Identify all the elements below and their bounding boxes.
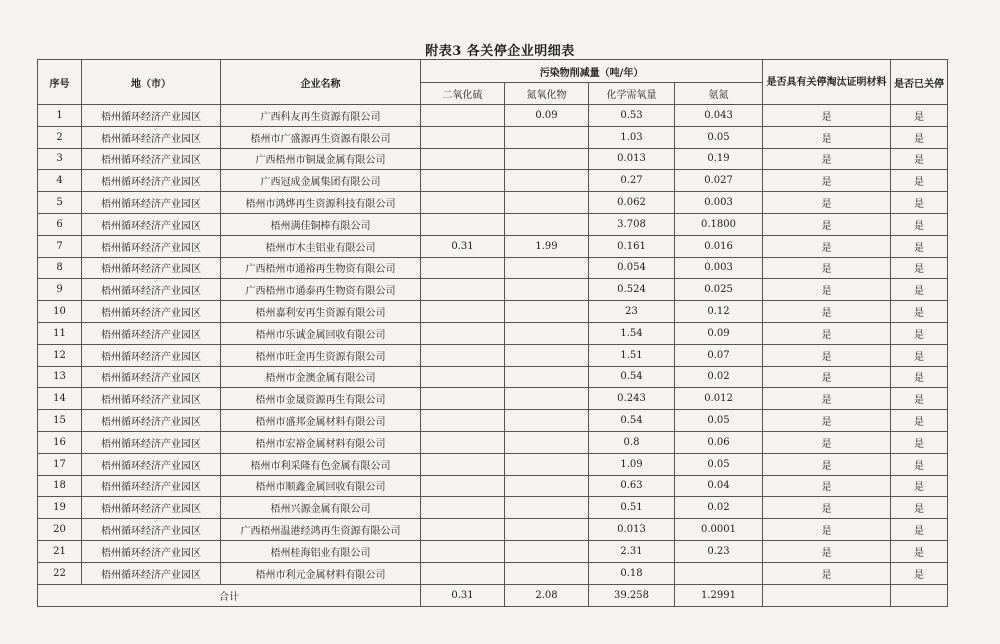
- cell-cod: 0.51: [589, 497, 675, 519]
- cell-company: 广西梧州温港经鸿再生资源有限公司: [221, 519, 421, 541]
- cell-nh3n: 0.04: [675, 475, 763, 497]
- cell-nox: [505, 540, 589, 562]
- cell-closed: 是: [891, 257, 948, 279]
- cell-proof: 是: [763, 497, 891, 519]
- cell-proof: 是: [763, 453, 891, 475]
- cell-proof: 是: [763, 170, 891, 192]
- cell-seq: 10: [38, 301, 82, 323]
- table-row: [38, 562, 948, 584]
- cell-region: 梧州循环经济产业园区: [82, 257, 221, 279]
- cell-nh3n: 0.23: [675, 540, 763, 562]
- table-row: [38, 410, 948, 432]
- cell-so2: [421, 301, 505, 323]
- table-row: [38, 257, 948, 279]
- cell-so2: [421, 540, 505, 562]
- cell-closed: 是: [891, 540, 948, 562]
- cell-seq: 4: [38, 170, 82, 192]
- total-so2: 0.31: [421, 584, 505, 606]
- cell-seq: 14: [38, 388, 82, 410]
- cell-nox: [505, 562, 589, 584]
- cell-cod: 0.062: [589, 192, 675, 214]
- cell-region: 梧州循环经济产业园区: [82, 453, 221, 475]
- header-seq: 序号: [38, 60, 82, 105]
- cell-cod: 0.53: [589, 105, 675, 127]
- cell-proof: 是: [763, 126, 891, 148]
- cell-nh3n: 0.09: [675, 322, 763, 344]
- cell-nox: [505, 126, 589, 148]
- cell-nox: [505, 410, 589, 432]
- cell-region: 梧州循环经济产业园区: [82, 126, 221, 148]
- cell-seq: 19: [38, 497, 82, 519]
- header-pollutant-group: 污染物削减量（吨/年）: [421, 60, 763, 83]
- table-row: [38, 475, 948, 497]
- cell-so2: [421, 126, 505, 148]
- cell-cod: 0.63: [589, 475, 675, 497]
- cell-cod: 0.8: [589, 431, 675, 453]
- cell-region: 梧州循环经济产业园区: [82, 562, 221, 584]
- cell-nh3n: 0.05: [675, 453, 763, 475]
- enterprise-detail-table: [37, 59, 948, 607]
- cell-region: 梧州循环经济产业园区: [82, 410, 221, 432]
- cell-company: 梧州市宏裕金属材料有限公司: [221, 431, 421, 453]
- cell-nh3n: 0.025: [675, 279, 763, 301]
- cell-cod: 23: [589, 301, 675, 323]
- cell-closed: 是: [891, 279, 948, 301]
- cell-nox: 1.99: [505, 235, 589, 257]
- cell-company: 梧州市木圭铝业有限公司: [221, 235, 421, 257]
- cell-proof: 是: [763, 148, 891, 170]
- cell-proof: 是: [763, 279, 891, 301]
- cell-nh3n: 0.07: [675, 344, 763, 366]
- cell-company: 梧州市旺金再生资源有限公司: [221, 344, 421, 366]
- header-company: 企业名称: [221, 60, 421, 105]
- cell-region: 梧州循环经济产业园区: [82, 388, 221, 410]
- cell-company: 梧州市盛邦金属材料有限公司: [221, 410, 421, 432]
- cell-closed: 是: [891, 126, 948, 148]
- cell-so2: [421, 497, 505, 519]
- cell-so2: [421, 431, 505, 453]
- cell-nh3n: 0.016: [675, 235, 763, 257]
- cell-cod: 2.31: [589, 540, 675, 562]
- total-cod: 39.258: [589, 584, 675, 606]
- cell-region: 梧州循环经济产业园区: [82, 540, 221, 562]
- cell-so2: [421, 388, 505, 410]
- cell-so2: [421, 192, 505, 214]
- total-closed: [891, 584, 948, 606]
- cell-seq: 7: [38, 235, 82, 257]
- header-nox: 氮氧化物: [505, 83, 589, 105]
- cell-seq: 15: [38, 410, 82, 432]
- cell-proof: 是: [763, 519, 891, 541]
- cell-region: 梧州循环经济产业园区: [82, 519, 221, 541]
- cell-cod: 0.243: [589, 388, 675, 410]
- cell-seq: 13: [38, 366, 82, 388]
- total-nh3n: 1.2991: [675, 584, 763, 606]
- cell-seq: 5: [38, 192, 82, 214]
- cell-region: 梧州循环经济产业园区: [82, 366, 221, 388]
- cell-region: 梧州循环经济产业园区: [82, 322, 221, 344]
- cell-proof: 是: [763, 213, 891, 235]
- cell-cod: 0.27: [589, 170, 675, 192]
- cell-nh3n: 0.0001: [675, 519, 763, 541]
- cell-proof: 是: [763, 105, 891, 127]
- cell-proof: 是: [763, 388, 891, 410]
- table-row: [38, 453, 948, 475]
- table-row: [38, 105, 948, 127]
- table-row: [38, 540, 948, 562]
- cell-region: 梧州循环经济产业园区: [82, 105, 221, 127]
- cell-nox: [505, 519, 589, 541]
- cell-so2: [421, 344, 505, 366]
- cell-closed: 是: [891, 453, 948, 475]
- cell-nox: [505, 366, 589, 388]
- cell-cod: 0.18: [589, 562, 675, 584]
- cell-proof: 是: [763, 322, 891, 344]
- cell-nox: [505, 344, 589, 366]
- cell-nh3n: 0.003: [675, 257, 763, 279]
- cell-seq: 22: [38, 562, 82, 584]
- header-region: 地（市）: [82, 60, 221, 105]
- cell-so2: [421, 279, 505, 301]
- cell-closed: 是: [891, 170, 948, 192]
- cell-nh3n: 0.05: [675, 126, 763, 148]
- cell-nox: [505, 213, 589, 235]
- cell-nox: [505, 170, 589, 192]
- cell-so2: [421, 257, 505, 279]
- cell-so2: [421, 170, 505, 192]
- cell-proof: 是: [763, 540, 891, 562]
- table-row: [38, 431, 948, 453]
- table-row: [38, 322, 948, 344]
- cell-closed: 是: [891, 344, 948, 366]
- total-proof: [763, 584, 891, 606]
- cell-so2: [421, 519, 505, 541]
- cell-cod: 1.51: [589, 344, 675, 366]
- cell-nh3n: 0.05: [675, 410, 763, 432]
- header-so2: 二氧化硫: [421, 83, 505, 105]
- cell-closed: 是: [891, 519, 948, 541]
- cell-company: 梧州嘉利安再生资源有限公司: [221, 301, 421, 323]
- cell-region: 梧州循环经济产业园区: [82, 192, 221, 214]
- cell-closed: 是: [891, 388, 948, 410]
- table-row: [38, 519, 948, 541]
- cell-closed: 是: [891, 366, 948, 388]
- cell-region: 梧州循环经济产业园区: [82, 148, 221, 170]
- cell-nox: [505, 192, 589, 214]
- cell-nh3n: 0.1800: [675, 213, 763, 235]
- cell-proof: 是: [763, 475, 891, 497]
- cell-seq: 8: [38, 257, 82, 279]
- total-label: 合计: [38, 584, 421, 606]
- cell-closed: 是: [891, 475, 948, 497]
- cell-seq: 1: [38, 105, 82, 127]
- cell-nh3n: 0.027: [675, 170, 763, 192]
- table-row: [38, 213, 948, 235]
- cell-nh3n: 0.19: [675, 148, 763, 170]
- cell-seq: 11: [38, 322, 82, 344]
- cell-so2: 0.31: [421, 235, 505, 257]
- cell-closed: 是: [891, 562, 948, 584]
- cell-proof: 是: [763, 562, 891, 584]
- cell-cod: 0.161: [589, 235, 675, 257]
- table-row: [38, 497, 948, 519]
- cell-nox: [505, 497, 589, 519]
- cell-region: 梧州循环经济产业园区: [82, 279, 221, 301]
- cell-closed: 是: [891, 322, 948, 344]
- cell-nox: [505, 148, 589, 170]
- cell-proof: 是: [763, 301, 891, 323]
- cell-proof: 是: [763, 344, 891, 366]
- cell-closed: 是: [891, 497, 948, 519]
- cell-company: 梧州市利采隆有色金属有限公司: [221, 453, 421, 475]
- cell-seq: 20: [38, 519, 82, 541]
- cell-nh3n: 0.012: [675, 388, 763, 410]
- cell-company: 梧州兴源金属有限公司: [221, 497, 421, 519]
- cell-company: 梧州市利元金属材料有限公司: [221, 562, 421, 584]
- cell-region: 梧州循环经济产业园区: [82, 235, 221, 257]
- cell-region: 梧州循环经济产业园区: [82, 431, 221, 453]
- cell-nh3n: 0.003: [675, 192, 763, 214]
- cell-proof: 是: [763, 235, 891, 257]
- cell-seq: 18: [38, 475, 82, 497]
- cell-company: 梧州市乐诚金属回收有限公司: [221, 322, 421, 344]
- cell-so2: [421, 366, 505, 388]
- cell-cod: 0.524: [589, 279, 675, 301]
- cell-nh3n: 0.043: [675, 105, 763, 127]
- cell-seq: 17: [38, 453, 82, 475]
- cell-nox: 0.09: [505, 105, 589, 127]
- cell-seq: 3: [38, 148, 82, 170]
- cell-cod: 0.054: [589, 257, 675, 279]
- cell-seq: 9: [38, 279, 82, 301]
- table-row: [38, 344, 948, 366]
- cell-seq: 6: [38, 213, 82, 235]
- cell-closed: 是: [891, 192, 948, 214]
- table-row: [38, 235, 948, 257]
- cell-company: 梧州市广盛源再生资源有限公司: [221, 126, 421, 148]
- cell-cod: 1.09: [589, 453, 675, 475]
- cell-nox: [505, 257, 589, 279]
- cell-so2: [421, 453, 505, 475]
- table-row: [38, 388, 948, 410]
- cell-region: 梧州循环经济产业园区: [82, 344, 221, 366]
- cell-cod: 1.03: [589, 126, 675, 148]
- cell-region: 梧州循环经济产业园区: [82, 475, 221, 497]
- table-row: [38, 126, 948, 148]
- cell-closed: 是: [891, 213, 948, 235]
- cell-closed: 是: [891, 410, 948, 432]
- cell-closed: 是: [891, 235, 948, 257]
- cell-so2: [421, 105, 505, 127]
- header-row-1: [38, 60, 948, 83]
- cell-company: 梧州桂海铝业有限公司: [221, 540, 421, 562]
- cell-nh3n: 0.06: [675, 431, 763, 453]
- cell-cod: 1.54: [589, 322, 675, 344]
- cell-proof: 是: [763, 192, 891, 214]
- cell-closed: 是: [891, 148, 948, 170]
- cell-company: 梧州市金澳金属有限公司: [221, 366, 421, 388]
- cell-so2: [421, 213, 505, 235]
- cell-proof: 是: [763, 410, 891, 432]
- cell-cod: 0.013: [589, 148, 675, 170]
- cell-nh3n: 0.12: [675, 301, 763, 323]
- cell-nox: [505, 301, 589, 323]
- cell-nh3n: 0.02: [675, 497, 763, 519]
- cell-proof: 是: [763, 431, 891, 453]
- cell-company: 梧州市顺鑫金属回收有限公司: [221, 475, 421, 497]
- cell-nox: [505, 322, 589, 344]
- cell-region: 梧州循环经济产业园区: [82, 301, 221, 323]
- table-row: [38, 301, 948, 323]
- cell-company: 广西冠成金属集团有限公司: [221, 170, 421, 192]
- cell-cod: 3.708: [589, 213, 675, 235]
- cell-so2: [421, 475, 505, 497]
- cell-nox: [505, 475, 589, 497]
- table-row: [38, 170, 948, 192]
- cell-so2: [421, 322, 505, 344]
- cell-seq: 21: [38, 540, 82, 562]
- table-row: [38, 366, 948, 388]
- cell-nh3n: [675, 562, 763, 584]
- cell-region: 梧州循环经济产业园区: [82, 170, 221, 192]
- cell-closed: 是: [891, 105, 948, 127]
- cell-region: 梧州循环经济产业园区: [82, 213, 221, 235]
- cell-company: 广西梧州市铜晟金属有限公司: [221, 148, 421, 170]
- cell-company: 广西科友再生资源有限公司: [221, 105, 421, 127]
- cell-company: 广西梧州市通裕再生物资有限公司: [221, 257, 421, 279]
- cell-closed: 是: [891, 431, 948, 453]
- cell-nox: [505, 388, 589, 410]
- cell-so2: [421, 562, 505, 584]
- cell-so2: [421, 410, 505, 432]
- cell-nh3n: 0.02: [675, 366, 763, 388]
- header-proof: 是否具有关停淘汰证明材料: [763, 60, 891, 105]
- cell-proof: 是: [763, 257, 891, 279]
- cell-so2: [421, 148, 505, 170]
- cell-region: 梧州循环经济产业园区: [82, 497, 221, 519]
- cell-closed: 是: [891, 301, 948, 323]
- table-row: [38, 192, 948, 214]
- cell-nox: [505, 431, 589, 453]
- table-row: [38, 279, 948, 301]
- cell-nox: [505, 453, 589, 475]
- cell-seq: 16: [38, 431, 82, 453]
- total-row: [38, 584, 948, 606]
- table-row: [38, 148, 948, 170]
- cell-proof: 是: [763, 366, 891, 388]
- header-nh3n: 氨氮: [675, 83, 763, 105]
- cell-company: 梧州市鸿烨再生资源科技有限公司: [221, 192, 421, 214]
- cell-seq: 12: [38, 344, 82, 366]
- total-nox: 2.08: [505, 584, 589, 606]
- header-closed: 是否已关停: [891, 60, 948, 105]
- header-cod: 化学需氧量: [589, 83, 675, 105]
- cell-cod: 0.54: [589, 410, 675, 432]
- cell-company: 广西梧州市通泰再生物资有限公司: [221, 279, 421, 301]
- cell-company: 梧州满佳铜棒有限公司: [221, 213, 421, 235]
- cell-cod: 0.013: [589, 519, 675, 541]
- cell-cod: 0.54: [589, 366, 675, 388]
- cell-seq: 2: [38, 126, 82, 148]
- cell-nox: [505, 279, 589, 301]
- cell-company: 梧州市金晟资源再生有限公司: [221, 388, 421, 410]
- page-title: 附表3 各关停企业明细表: [425, 44, 575, 59]
